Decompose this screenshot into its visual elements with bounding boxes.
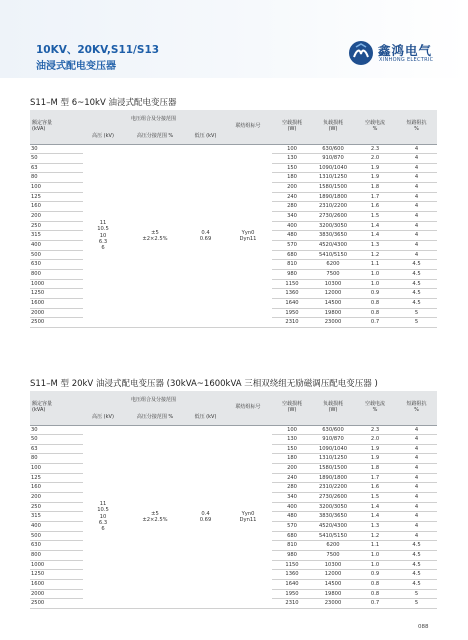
cell-noload-current: 1.4 <box>354 221 396 231</box>
table-1-title: S11–M 型 6~10kV 油浸式配电变压器 <box>30 98 177 108</box>
cell-noload-loss: 400 <box>272 502 312 512</box>
cell-load-loss: 4520/4300 <box>312 522 354 532</box>
cell-capacity: 160 <box>30 202 83 212</box>
header-noload-loss: 空载损耗 (W) <box>272 110 312 144</box>
cell-noload-loss: 810 <box>272 260 312 270</box>
cell-load-loss: 10300 <box>312 560 354 570</box>
cell-noload-current: 1.4 <box>354 502 396 512</box>
cell-noload-loss: 280 <box>272 483 312 493</box>
cell-capacity: 2000 <box>30 589 83 599</box>
cell-load-loss: 1890/1800 <box>312 473 354 483</box>
cell-capacity: 30 <box>30 144 83 154</box>
cell-capacity: 500 <box>30 250 83 260</box>
cell-load-loss: 1890/1800 <box>312 192 354 202</box>
cell-noload-loss: 1150 <box>272 560 312 570</box>
cell-impedance: 4 <box>396 483 437 493</box>
cell-lv: 0.4 0.69 <box>187 425 224 608</box>
logo-english-name: XINHONG ELECTRIC <box>379 57 434 63</box>
cell-noload-current: 1.4 <box>354 512 396 522</box>
cell-noload-loss: 180 <box>272 454 312 464</box>
cell-noload-loss: 130 <box>272 435 312 445</box>
cell-impedance: 4.5 <box>396 580 437 590</box>
cell-load-loss: 1580/1500 <box>312 183 354 193</box>
cell-noload-current: 2.3 <box>354 425 396 435</box>
cell-impedance: 4 <box>396 464 437 474</box>
header-noload-current: 空载电流 % <box>354 110 396 144</box>
spec-table-2 <box>30 391 437 609</box>
cell-impedance: 4 <box>396 183 437 193</box>
cell-noload-loss: 240 <box>272 473 312 483</box>
cell-noload-current: 1.3 <box>354 241 396 251</box>
cell-noload-loss: 980 <box>272 551 312 561</box>
cell-impedance: 5 <box>396 599 437 609</box>
cell-capacity: 2500 <box>30 318 83 328</box>
cell-impedance: 4.5 <box>396 299 437 309</box>
header-capacity: 额定容量 (kVA) <box>30 391 83 425</box>
cell-capacity: 1000 <box>30 560 83 570</box>
header-tap-range: 高压分接范围 % <box>123 411 187 425</box>
table-row <box>30 144 437 154</box>
cell-capacity: 630 <box>30 541 83 551</box>
header-vector-group: 联结组标号 <box>224 110 272 144</box>
document-title: 10KV、20KV,S11/S13 <box>36 44 160 56</box>
header-tap-range: 高压分接范围 % <box>123 130 187 144</box>
cell-impedance: 4 <box>396 231 437 241</box>
cell-noload-current: 1.9 <box>354 454 396 464</box>
cell-impedance: 4 <box>396 173 437 183</box>
cell-noload-current: 1.0 <box>354 560 396 570</box>
cell-impedance: 4 <box>396 221 437 231</box>
company-logo <box>348 40 458 68</box>
cell-hv: 11 10.5 10 6.3 6 <box>83 144 123 327</box>
header-row <box>30 110 437 130</box>
cell-noload-loss: 180 <box>272 173 312 183</box>
cell-load-loss: 1090/1040 <box>312 444 354 454</box>
cell-load-loss: 2730/2600 <box>312 212 354 222</box>
cell-noload-loss: 1950 <box>272 308 312 318</box>
cell-noload-current: 1.0 <box>354 279 396 289</box>
cell-noload-loss: 340 <box>272 493 312 503</box>
cell-noload-current: 1.8 <box>354 464 396 474</box>
cell-noload-current: 2.0 <box>354 435 396 445</box>
spec-table <box>30 391 437 609</box>
cell-noload-current: 1.3 <box>354 522 396 532</box>
cell-capacity: 200 <box>30 493 83 503</box>
cell-noload-current: 1.8 <box>354 183 396 193</box>
cell-impedance: 4 <box>396 425 437 435</box>
cell-capacity: 80 <box>30 454 83 464</box>
cell-capacity: 50 <box>30 154 83 164</box>
cell-noload-current: 0.9 <box>354 570 396 580</box>
cell-hv: 11 10.5 10 6.3 6 <box>83 425 123 608</box>
cell-noload-current: 1.6 <box>354 483 396 493</box>
cell-noload-current: 1.5 <box>354 493 396 503</box>
cell-impedance: 4.5 <box>396 551 437 561</box>
cell-load-loss: 19800 <box>312 589 354 599</box>
cell-capacity: 50 <box>30 435 83 445</box>
header-lv: 低压 (kV) <box>187 130 224 144</box>
cell-noload-current: 1.9 <box>354 444 396 454</box>
cell-noload-current: 1.4 <box>354 231 396 241</box>
cell-noload-loss: 570 <box>272 522 312 532</box>
cell-noload-current: 1.1 <box>354 260 396 270</box>
cell-noload-current: 1.2 <box>354 531 396 541</box>
header-impedance: 短路阻抗 % <box>396 110 437 144</box>
page-number: 088 <box>418 624 429 630</box>
cell-load-loss: 2730/2600 <box>312 493 354 503</box>
cell-noload-current: 1.7 <box>354 473 396 483</box>
cell-capacity: 630 <box>30 260 83 270</box>
cell-capacity: 63 <box>30 444 83 454</box>
cell-capacity: 800 <box>30 270 83 280</box>
cell-noload-current: 1.6 <box>354 202 396 212</box>
cell-capacity: 160 <box>30 483 83 493</box>
cell-capacity: 80 <box>30 173 83 183</box>
cell-noload-loss: 240 <box>272 192 312 202</box>
cell-impedance: 4.5 <box>396 560 437 570</box>
cell-load-loss: 7500 <box>312 270 354 280</box>
cell-impedance: 5 <box>396 589 437 599</box>
cell-impedance: 4.5 <box>396 289 437 299</box>
table-row <box>30 425 437 435</box>
header-voltage-group: 电压组合及分接范围 <box>83 391 224 411</box>
spec-table <box>30 110 437 328</box>
cell-load-loss: 910/870 <box>312 154 354 164</box>
cell-impedance: 4 <box>396 144 437 154</box>
cell-load-loss: 3830/3650 <box>312 231 354 241</box>
cell-impedance: 4 <box>396 444 437 454</box>
cell-capacity: 1000 <box>30 279 83 289</box>
cell-load-loss: 630/600 <box>312 144 354 154</box>
cell-noload-loss: 480 <box>272 512 312 522</box>
cell-capacity: 100 <box>30 464 83 474</box>
cell-capacity: 800 <box>30 551 83 561</box>
cell-tap: ±5 ±2×2.5% <box>123 144 187 327</box>
cell-capacity: 1250 <box>30 570 83 580</box>
cell-impedance: 4 <box>396 163 437 173</box>
cell-load-loss: 1310/1250 <box>312 173 354 183</box>
cell-load-loss: 14500 <box>312 580 354 590</box>
cell-capacity: 1600 <box>30 299 83 309</box>
cell-capacity: 500 <box>30 531 83 541</box>
cell-noload-loss: 1640 <box>272 299 312 309</box>
cell-noload-current: 0.8 <box>354 589 396 599</box>
cell-load-loss: 14500 <box>312 299 354 309</box>
header-hv: 高压 (kV) <box>83 411 123 425</box>
cell-noload-current: 1.0 <box>354 551 396 561</box>
cell-capacity: 100 <box>30 183 83 193</box>
cell-load-loss: 3200/3050 <box>312 502 354 512</box>
cell-vector: Yyn0 Dyn11 <box>224 144 272 327</box>
cell-impedance: 4 <box>396 212 437 222</box>
cell-impedance: 4 <box>396 241 437 251</box>
cell-noload-current: 1.5 <box>354 212 396 222</box>
cell-capacity: 250 <box>30 221 83 231</box>
cell-noload-current: 1.2 <box>354 250 396 260</box>
cell-impedance: 4 <box>396 512 437 522</box>
cell-noload-loss: 200 <box>272 183 312 193</box>
cell-impedance: 4 <box>396 435 437 445</box>
cell-load-loss: 12000 <box>312 289 354 299</box>
cell-impedance: 4.5 <box>396 260 437 270</box>
cell-noload-loss: 1950 <box>272 589 312 599</box>
cell-capacity: 315 <box>30 512 83 522</box>
cell-load-loss: 5410/5150 <box>312 531 354 541</box>
cell-noload-loss: 280 <box>272 202 312 212</box>
cell-capacity: 63 <box>30 163 83 173</box>
header-capacity: 额定容量 (kVA) <box>30 110 83 144</box>
cell-noload-current: 0.7 <box>354 318 396 328</box>
cell-load-loss: 6200 <box>312 541 354 551</box>
cell-impedance: 5 <box>396 318 437 328</box>
cell-load-loss: 2310/2200 <box>312 202 354 212</box>
cell-impedance: 4 <box>396 473 437 483</box>
cell-load-loss: 23000 <box>312 599 354 609</box>
cell-load-loss: 4520/4300 <box>312 241 354 251</box>
cell-noload-loss: 1360 <box>272 289 312 299</box>
cell-load-loss: 3200/3050 <box>312 221 354 231</box>
header-voltage-group: 电压组合及分接范围 <box>83 110 224 130</box>
cell-load-loss: 1090/1040 <box>312 163 354 173</box>
cell-noload-loss: 480 <box>272 231 312 241</box>
cell-noload-current: 0.7 <box>354 599 396 609</box>
cell-load-loss: 12000 <box>312 570 354 580</box>
cell-noload-loss: 2310 <box>272 318 312 328</box>
cell-capacity: 2000 <box>30 308 83 318</box>
cell-noload-loss: 400 <box>272 221 312 231</box>
cell-impedance: 4 <box>396 250 437 260</box>
cell-noload-loss: 680 <box>272 531 312 541</box>
cell-load-loss: 6200 <box>312 260 354 270</box>
cell-vector: Yyn0 Dyn11 <box>224 425 272 608</box>
cell-impedance: 4.5 <box>396 270 437 280</box>
cell-impedance: 4 <box>396 192 437 202</box>
cell-capacity: 200 <box>30 212 83 222</box>
cell-noload-current: 0.8 <box>354 308 396 318</box>
cell-noload-loss: 680 <box>272 250 312 260</box>
cell-noload-current: 0.8 <box>354 299 396 309</box>
cell-noload-loss: 2310 <box>272 599 312 609</box>
cell-noload-loss: 810 <box>272 541 312 551</box>
document-subtitle: 油浸式配电变压器 <box>36 61 116 72</box>
company-logo-icon <box>348 40 374 66</box>
header-vector-group: 联结组标号 <box>224 391 272 425</box>
cell-load-loss: 23000 <box>312 318 354 328</box>
cell-noload-current: 0.8 <box>354 580 396 590</box>
cell-capacity: 1250 <box>30 289 83 299</box>
cell-impedance: 4 <box>396 493 437 503</box>
header-hv: 高压 (kV) <box>83 130 123 144</box>
cell-capacity: 125 <box>30 192 83 202</box>
cell-impedance: 4.5 <box>396 570 437 580</box>
cell-noload-current: 2.0 <box>354 154 396 164</box>
table-2-title: S11–M 型 20kV 油浸式配电变压器 (30kVA~1600kVA 三相双绕组无励磁调压配电变压器 ) <box>30 379 378 389</box>
cell-load-loss: 1310/1250 <box>312 454 354 464</box>
cell-noload-current: 1.7 <box>354 192 396 202</box>
cell-noload-loss: 100 <box>272 144 312 154</box>
cell-impedance: 4.5 <box>396 541 437 551</box>
cell-load-loss: 7500 <box>312 551 354 561</box>
cell-capacity: 2500 <box>30 599 83 609</box>
cell-impedance: 4 <box>396 502 437 512</box>
cell-impedance: 4 <box>396 202 437 212</box>
cell-impedance: 4 <box>396 154 437 164</box>
header-load-loss: 负载损耗 (W) <box>312 110 354 144</box>
cell-noload-loss: 150 <box>272 163 312 173</box>
cell-impedance: 4.5 <box>396 279 437 289</box>
cell-capacity: 1600 <box>30 580 83 590</box>
cell-noload-loss: 130 <box>272 154 312 164</box>
cell-tap: ±5 ±2×2.5% <box>123 425 187 608</box>
cell-noload-loss: 200 <box>272 464 312 474</box>
cell-noload-current: 1.9 <box>354 173 396 183</box>
header-row <box>30 391 437 411</box>
cell-capacity: 30 <box>30 425 83 435</box>
cell-capacity: 125 <box>30 473 83 483</box>
cell-noload-current: 1.0 <box>354 270 396 280</box>
cell-noload-loss: 980 <box>272 270 312 280</box>
header-noload-loss: 空载损耗 (W) <box>272 391 312 425</box>
cell-load-loss: 910/870 <box>312 435 354 445</box>
cell-load-loss: 10300 <box>312 279 354 289</box>
cell-capacity: 315 <box>30 231 83 241</box>
cell-impedance: 4 <box>396 531 437 541</box>
header-load-loss: 负载损耗 (W) <box>312 391 354 425</box>
cell-load-loss: 5410/5150 <box>312 250 354 260</box>
cell-noload-loss: 1360 <box>272 570 312 580</box>
cell-noload-loss: 1150 <box>272 279 312 289</box>
cell-impedance: 4 <box>396 522 437 532</box>
header-impedance: 短路阻抗 % <box>396 391 437 425</box>
cell-noload-loss: 340 <box>272 212 312 222</box>
cell-noload-current: 1.9 <box>354 163 396 173</box>
cell-noload-current: 2.3 <box>354 144 396 154</box>
cell-noload-current: 1.1 <box>354 541 396 551</box>
cell-noload-loss: 1640 <box>272 580 312 590</box>
cell-capacity: 400 <box>30 522 83 532</box>
header-lv: 低压 (kV) <box>187 411 224 425</box>
cell-load-loss: 1580/1500 <box>312 464 354 474</box>
cell-lv: 0.4 0.69 <box>187 144 224 327</box>
cell-load-loss: 3830/3650 <box>312 512 354 522</box>
header-noload-current: 空载电流 % <box>354 391 396 425</box>
logo-chinese-name: 鑫鸿电气 <box>378 43 433 58</box>
cell-load-loss: 630/600 <box>312 425 354 435</box>
cell-noload-loss: 570 <box>272 241 312 251</box>
cell-capacity: 250 <box>30 502 83 512</box>
cell-noload-loss: 100 <box>272 425 312 435</box>
cell-load-loss: 2310/2200 <box>312 483 354 493</box>
cell-capacity: 400 <box>30 241 83 251</box>
cell-noload-loss: 150 <box>272 444 312 454</box>
cell-noload-current: 0.9 <box>354 289 396 299</box>
cell-impedance: 5 <box>396 308 437 318</box>
spec-table-1 <box>30 110 437 328</box>
cell-load-loss: 19800 <box>312 308 354 318</box>
cell-impedance: 4 <box>396 454 437 464</box>
